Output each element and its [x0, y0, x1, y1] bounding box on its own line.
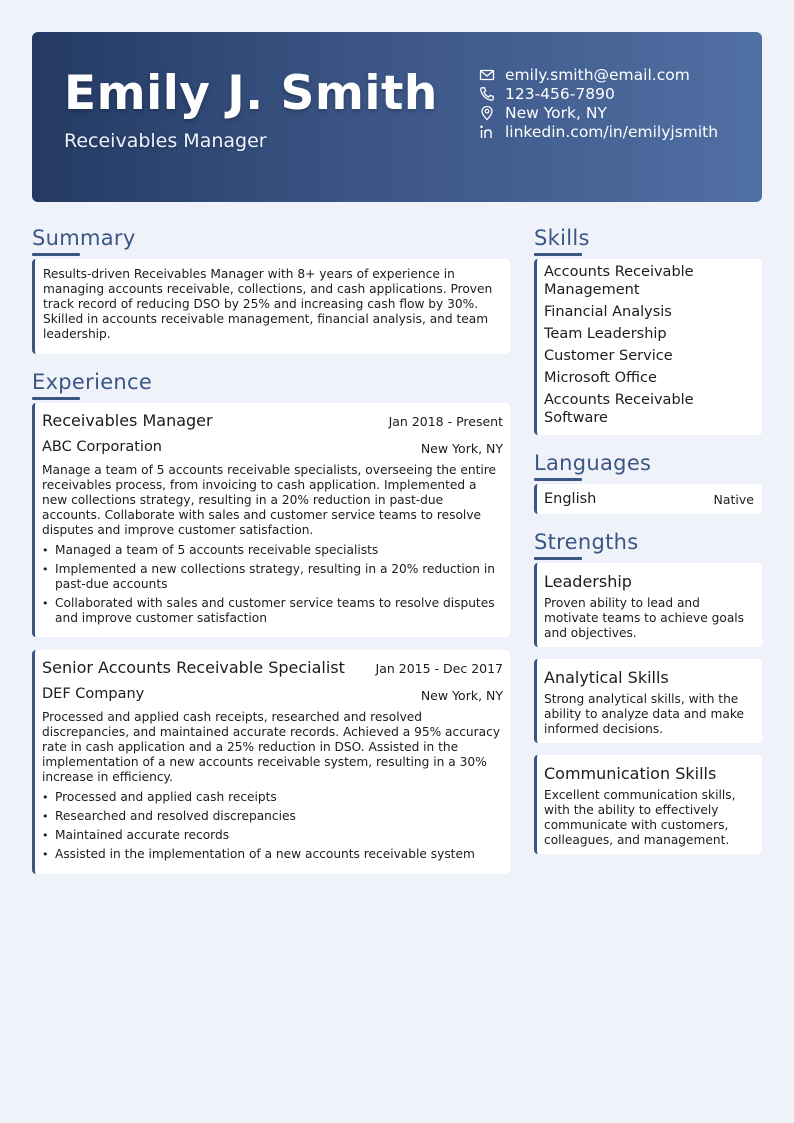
job-bullet: • Implemented a new collections strategy, resulting in a 20% reduction in past-due accounts: [42, 562, 500, 592]
skill-item: Team Leadership: [544, 326, 667, 342]
strengths-heading-underline: [534, 557, 582, 560]
job-title: Receivables Manager: [42, 411, 213, 430]
job-location: New York, NY: [420, 688, 503, 703]
strength-description: Excellent communication skills, with the ability to effectively communicate with customers, colleagues, and management.: [544, 788, 736, 847]
job-title: Senior Accounts Receivable Specialist: [42, 658, 345, 677]
job-company: ABC Corporation: [42, 439, 163, 455]
contact-location-text: New York, NY: [505, 103, 607, 122]
contact-linkedin[interactable]: [478, 122, 718, 141]
strengths-heading: Strengths: [534, 530, 639, 554]
strength-card: [534, 755, 762, 854]
job-dates: Jan 2015 - Dec 2017: [375, 661, 503, 676]
strength-description: Proven ability to lead and motivate teams to achieve goals and objectives.: [544, 596, 745, 640]
job-dates: Jan 2018 - Present: [388, 414, 503, 429]
job-bullet: • Maintained accurate records: [42, 828, 500, 843]
summary-heading-underline: [32, 253, 80, 256]
phone-icon: [478, 86, 496, 102]
job-bullet: • Assisted in the implementation of a new accounts receivable system: [42, 847, 500, 862]
skill-item: Microsoft Office: [544, 370, 657, 386]
job-company: DEF Company: [42, 686, 145, 702]
linkedin-icon: [478, 124, 496, 140]
skill-item: Accounts Receivable Management: [544, 264, 694, 298]
job-bullets: [42, 790, 500, 866]
languages-heading: Languages: [534, 451, 652, 475]
summary-heading: Summary: [32, 226, 136, 250]
resume-header: [32, 32, 762, 202]
strength-title: Leadership: [544, 572, 632, 591]
candidate-name: Emily J. Smith: [64, 66, 438, 121]
skill-item: Financial Analysis: [544, 304, 672, 320]
mail-icon: [478, 67, 496, 83]
job-description: Processed and applied cash receipts, researched and resolved discrepancies, and maintained accurate records. Achieved a 95% accuracy rate in cash application and a 25% reduction in DSO. Assisted in the implementation of a new accounts receivable system, resulting in a 30% increase in efficiency.: [42, 710, 501, 784]
skills-heading: Skills: [534, 226, 590, 250]
skill-item: Accounts Receivable Software: [544, 392, 694, 426]
strength-card: [534, 563, 762, 647]
strength-description: Strong analytical skills, with the ability to analyze data and make informed decisions.: [544, 692, 744, 736]
skills-card: [534, 259, 762, 435]
strength-title: Communication Skills: [544, 764, 717, 783]
job-bullet: • Processed and applied cash receipts: [42, 790, 500, 805]
contact-location: [478, 103, 718, 122]
summary-card: [32, 259, 510, 354]
job-bullet: • Researched and resolved discrepancies: [42, 809, 500, 824]
experience-heading-underline: [32, 397, 80, 400]
job-bullets: [42, 543, 500, 630]
contact-phone-text: 123-456-7890: [505, 84, 615, 103]
language-row: [537, 484, 762, 514]
languages-heading-underline: [534, 478, 582, 481]
candidate-role: Receivables Manager: [64, 130, 267, 152]
job-bullet: • Collaborated with sales and customer service teams to resolve disputes and improve customer satisfaction: [42, 596, 500, 626]
summary-text: Results-driven Receivables Manager with 8+ years of experience in managing accounts receivable, collections, and cash applications. Proven track record of reducing DSO by 25% and increasing cash flow by 30%. Skilled in accounts receivable management, financial analysis, and team leadership.: [43, 267, 493, 341]
language-name: English: [544, 491, 597, 507]
contact-email-text: emily.smith@email.com: [505, 65, 690, 84]
skill-item: Customer Service: [544, 348, 673, 364]
contact-phone[interactable]: [478, 84, 718, 103]
contact-email[interactable]: [478, 65, 718, 84]
language-card: [534, 484, 762, 514]
experience-entry: [32, 403, 510, 637]
contact-linkedin-text: linkedin.com/in/emilyjsmith: [505, 122, 719, 141]
experience-entry: [32, 650, 510, 874]
strength-title: Analytical Skills: [544, 668, 669, 687]
job-description: Manage a team of 5 accounts receivable specialists, overseeing the entire receivables process, from invoicing to cash application. Implemented a new collections strategy, resulting in a 20% reduction in past-due accounts. Collaborate with sales and customer service teams to resolve disputes and improve customer satisfaction.: [42, 463, 497, 537]
language-level: Native: [713, 491, 754, 507]
strength-card: [534, 659, 762, 743]
contact-list: [478, 65, 718, 141]
location-icon: [478, 105, 496, 121]
job-bullet: • Managed a team of 5 accounts receivable specialists: [42, 543, 500, 558]
skills-heading-underline: [534, 253, 582, 256]
job-location: New York, NY: [420, 441, 503, 456]
experience-heading: Experience: [32, 370, 153, 394]
